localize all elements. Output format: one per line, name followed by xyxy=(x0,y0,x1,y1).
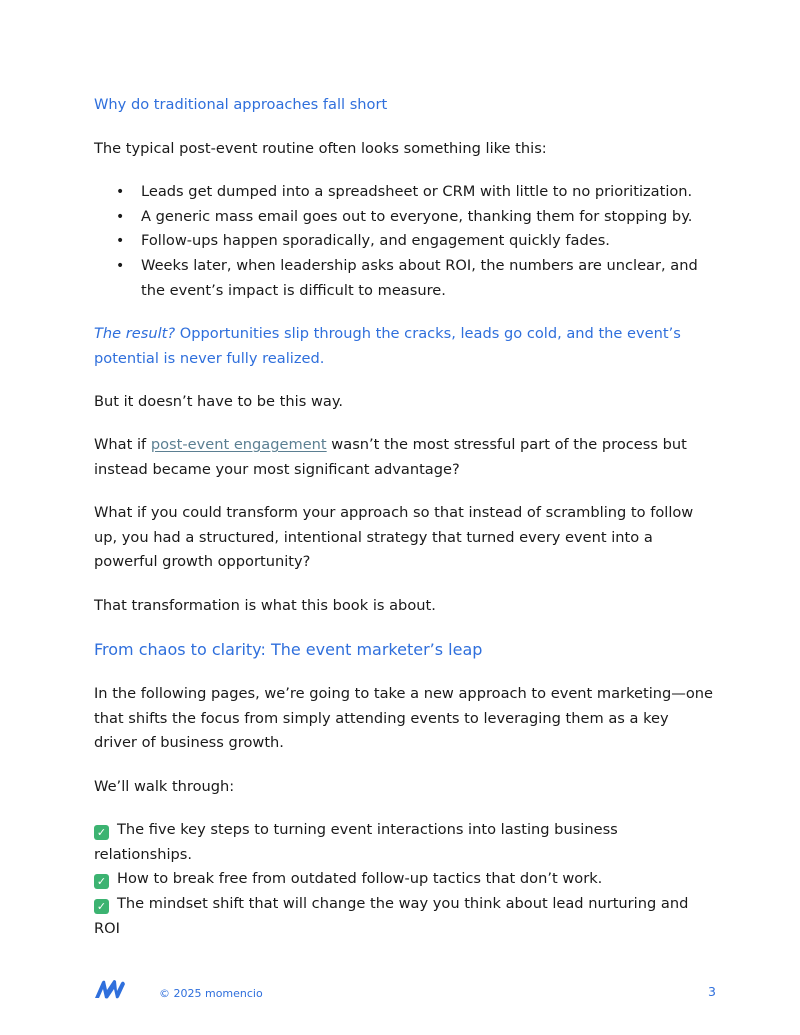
result-paragraph xyxy=(94,322,714,371)
momencio-logo-icon xyxy=(94,978,126,1000)
whatif-engagement-paragraph xyxy=(94,433,714,482)
result-lead: The result? xyxy=(94,325,176,342)
check-box-icon: ✓ xyxy=(94,874,109,889)
section-heading-chaos: From chaos to clarity: The event marketer’s leap xyxy=(94,640,483,659)
checklist-item-text: The five key steps to turning event interactions into lasting business relationships. xyxy=(94,821,618,863)
checklist-item xyxy=(94,892,714,941)
transformation-paragraph: That transformation is what this book is about. xyxy=(94,597,436,614)
post-event-engagement-link[interactable]: post-event engagement xyxy=(150,436,327,453)
checklist-item xyxy=(94,867,714,892)
whatif-pre: What if xyxy=(94,436,151,453)
following-paragraph: In the following pages, we’re going to take a new approach to event marketing—one that shifts the focus from simply attending events to leveraging them as a key driver of business growth. xyxy=(94,685,714,752)
footer-copyright: © 2025 momencio xyxy=(159,987,263,1000)
checklist-item xyxy=(94,818,714,867)
whatif-post: wasn’t the most stressful part of the process but instead became your most significant advantage? xyxy=(94,436,687,478)
walk-through-paragraph: We’ll walk through: xyxy=(94,778,235,795)
list-item: • Follow-ups happen sporadically, and engagement quickly fades. xyxy=(94,229,714,254)
check-box-icon: ✓ xyxy=(94,825,109,840)
list-item: • A generic mass email goes out to everyone, thanking them for stopping by. xyxy=(94,205,714,230)
intro-paragraph: The typical post-event routine often looks something like this: xyxy=(94,140,547,157)
checklist xyxy=(94,818,714,942)
whatif-transform-paragraph: What if you could transform your approach so that instead of scrambling to follow up, you had a structured, intentional strategy that turned every event into a powerful growth opportunity? xyxy=(94,504,694,571)
check-box-icon: ✓ xyxy=(94,899,109,914)
list-item: • Weeks later, when leadership asks about ROI, the numbers are unclear, and the event’s impact is difficult to measure. xyxy=(94,254,714,303)
checklist-item-text: The mindset shift that will change the way you think about lead nurturing and ROI xyxy=(94,895,689,937)
bullet-list xyxy=(94,180,714,304)
section-heading-why: Why do traditional approaches fall short xyxy=(94,96,388,113)
checklist-item-text: How to break free from outdated follow-up tactics that don’t work. xyxy=(117,870,603,888)
list-item: • Leads get dumped into a spreadsheet or CRM with little to no prioritization. xyxy=(94,180,714,205)
result-text: Opportunities slip through the cracks, leads go cold, and the event’s potential is never fully realized. xyxy=(94,325,681,367)
page-number: 3 xyxy=(708,984,716,999)
but-paragraph: But it doesn’t have to be this way. xyxy=(94,393,344,410)
